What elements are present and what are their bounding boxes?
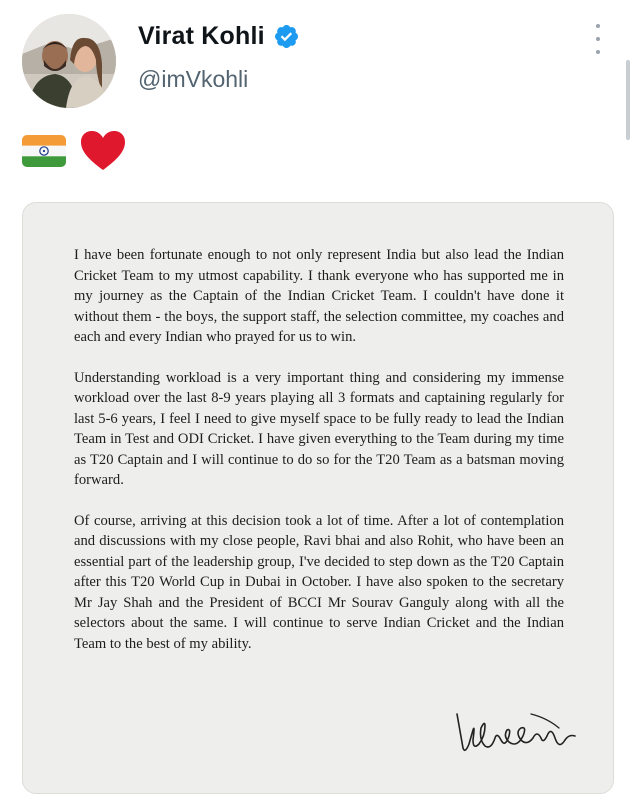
tweet-header bbox=[0, 0, 634, 120]
letter-paragraph: Of course, arriving at this decision took a lot of time. After a lot of contemplation and discussions with my close people, Ravi bhai and also Rohit, who have been an essential part of the leadership group, I've decided to step down as the T20 Captain after this T20 World Cup in Dubai in October. I have also spoken to the secretary Mr Jay Shah and the President of BCCI Mr Sourav Ganguly along with all the selectors about the same. I will continue to serve Indian Cricket and the Indian Team to the best of my ability. bbox=[74, 512, 564, 652]
tweet-text-emojis bbox=[22, 130, 126, 177]
india-flag-icon bbox=[22, 135, 66, 172]
verified-badge-icon bbox=[273, 23, 300, 50]
scrollbar[interactable] bbox=[626, 60, 630, 140]
more-vertical-icon[interactable] bbox=[586, 24, 610, 54]
name-row bbox=[138, 22, 300, 51]
red-heart-icon bbox=[80, 130, 126, 177]
display-name[interactable]: Virat Kohli bbox=[138, 22, 265, 50]
letter-paragraph: Understanding workload is a very important thing and considering my immense workload over the last 8-9 years playing all 3 formats and captaining regularly for last 5-6 years, I feel I need to give myself space to be fully ready to lead the Indian Team in Test and ODI Cricket. I have given everything to the Team during my time as T20 Captain and I will continue to do so for the T20 Team as a batsman moving forward. bbox=[74, 369, 564, 488]
avatar[interactable] bbox=[22, 14, 116, 108]
user-handle[interactable]: @imVkohli bbox=[138, 66, 249, 92]
attached-letter-image[interactable] bbox=[22, 202, 614, 794]
signature-image bbox=[451, 700, 581, 760]
letter-body bbox=[74, 245, 564, 674]
letter-paragraph: I have been fortunate enough to not only represent India but also lead the Indian Cricket Team to my utmost capability. I thank everyone who has supported me in my journey as the Captain of the Indian Cricket Team. I couldn't have done it without them - the boys, the support staff, the selection committee, my coaches and each and every Indian who prayed for us to win. bbox=[74, 247, 564, 345]
avatar-photo bbox=[22, 14, 116, 108]
